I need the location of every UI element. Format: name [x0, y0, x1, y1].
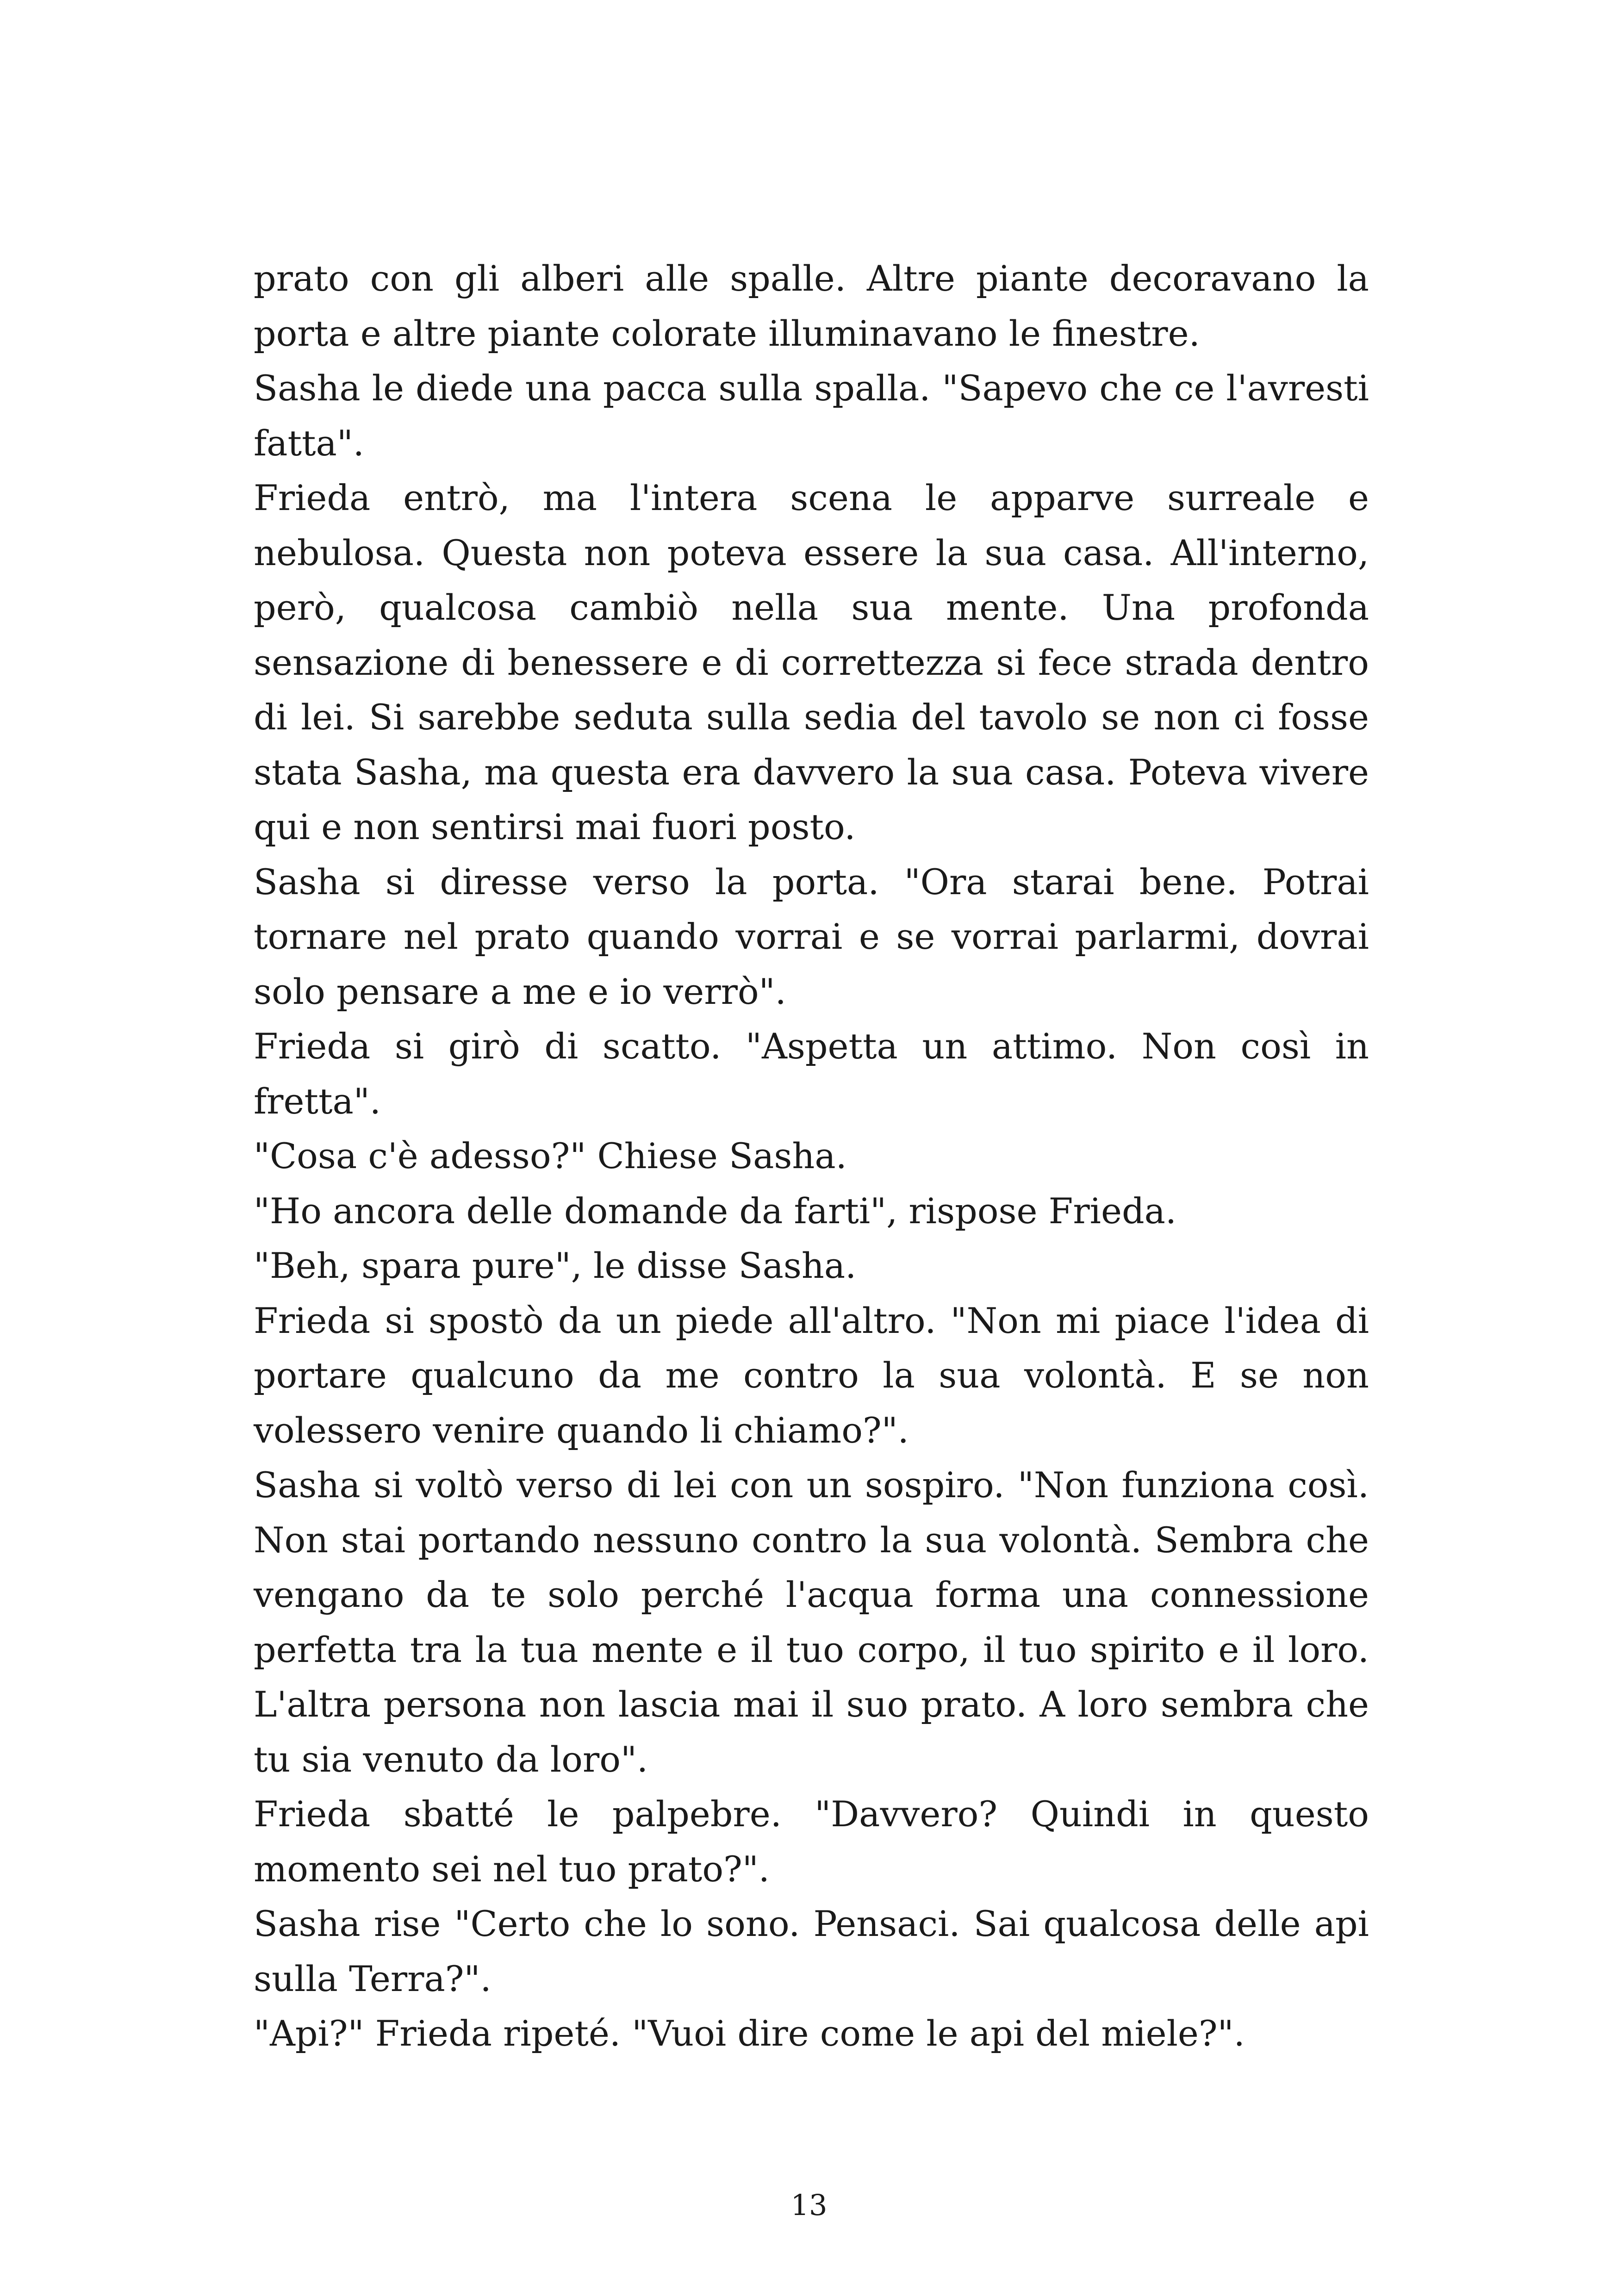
- paragraph-5: Frieda si girò di scatto. "Aspetta un attimo. Non così in fretta".: [254, 1026, 1369, 1122]
- paragraph-6: "Cosa c'è adesso?" Chiese Sasha.: [254, 1135, 847, 1176]
- paragraph-3: Frieda entrò, ma l'intera scena le apparve surreale e nebulosa. Questa non poteva essere la sua casa. All'interno, però, qualcosa cambiò nella sua mente. Una profonda sensazione di benessere e di correttezza si fece strada dentro di lei. Si sarebbe seduta sulla sedia del tavolo se non ci fosse stata Sasha, ma questa era davvero la sua casa. Poteva vivere qui e non sentirsi mai fuori posto.: [254, 477, 1369, 847]
- body-text: [254, 251, 1369, 2061]
- paragraph-12: Sasha rise "Certo che lo sono. Pensaci. Sai qualcosa delle api sulla Terra?".: [254, 1903, 1369, 1999]
- paragraph-10: Sasha si voltò verso di lei con un sospiro. "Non funziona così. Non stai portando nessuno contro la sua volontà. Sembra che vengano da te solo perché l'acqua forma una connessione perfetta tra la tua mente e il tuo corpo, il tuo spirito e il loro. L'altra persona non lascia mai il suo prato. A loro sembra che tu sia venuto da loro".: [254, 1464, 1369, 1780]
- paragraph-11: Frieda sbatté le palpebre. "Davvero? Quindi in questo momento sei nel tuo prato?".: [254, 1793, 1369, 1890]
- paragraph-4: Sasha si diresse verso la porta. "Ora starai bene. Potrai tornare nel prato quando vorrai e se vorrai parlarmi, dovrai solo pensare a me e io verrò".: [254, 861, 1369, 1012]
- paragraph-9: Frieda si spostò da un piede all'altro. "Non mi piace l'idea di portare qualcuno da me contro la sua volontà. E se non volessero venire quando li chiamo?".: [254, 1300, 1369, 1451]
- paragraph-13: "Api?" Frieda ripeté. "Vuoi dire come le api del miele?".: [254, 2013, 1245, 2054]
- paragraph-8: "Beh, spara pure", le disse Sasha.: [254, 1245, 857, 1286]
- paragraph-1: prato con gli alberi alle spalle. Altre piante decoravano la porta e altre piante colorate illuminavano le finestre.: [254, 258, 1369, 354]
- page-number: 13: [790, 2188, 828, 2222]
- paragraph-7: "Ho ancora delle domande da farti", rispose Frieda.: [254, 1190, 1177, 1232]
- paragraph-2: Sasha le diede una pacca sulla spalla. "Sapevo che ce l'avresti fatta".: [254, 367, 1369, 464]
